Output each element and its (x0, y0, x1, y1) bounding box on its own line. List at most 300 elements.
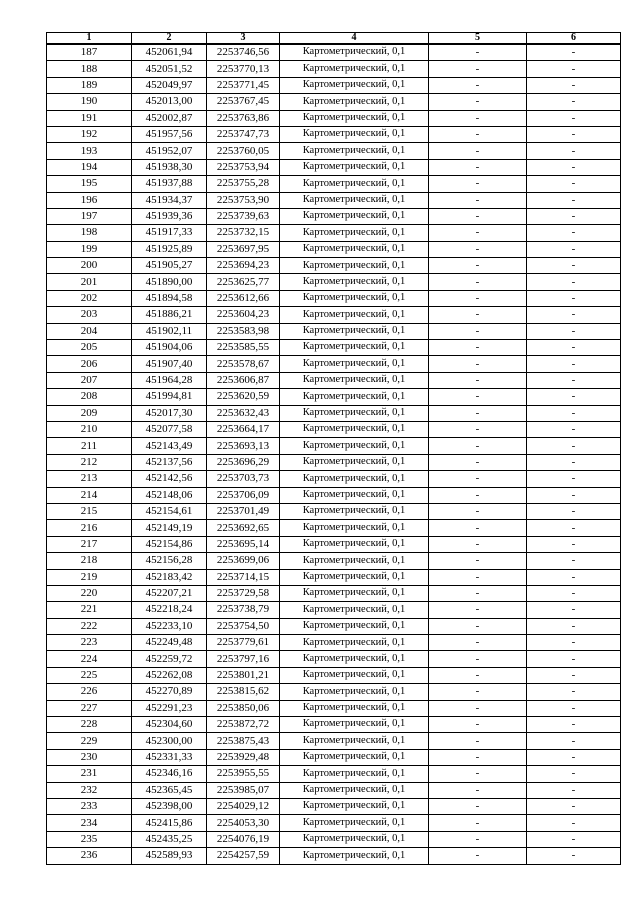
coordinate-y-cell: 2253739,63 (207, 208, 280, 224)
column-6-value-cell: - (527, 717, 621, 733)
method-accuracy-cell: Картометрический, 0,1 (280, 94, 429, 110)
column-5-value-cell: - (429, 454, 527, 470)
point-number-cell: 195 (47, 176, 132, 192)
column-5-value-cell: - (429, 241, 527, 257)
coordinate-y-cell: 2254076,19 (207, 831, 280, 847)
coordinate-y-cell: 2253738,79 (207, 602, 280, 618)
coordinate-y-cell: 2253755,28 (207, 176, 280, 192)
column-6-value-cell: - (527, 438, 621, 454)
column-6-value-cell: - (527, 176, 621, 192)
method-accuracy-cell: Картометрический, 0,1 (280, 782, 429, 798)
column-6-value-cell: - (527, 44, 621, 61)
coordinate-x-cell: 451904,06 (132, 340, 207, 356)
column-5-value-cell: - (429, 225, 527, 241)
table-row (47, 684, 621, 700)
point-number-cell: 191 (47, 110, 132, 126)
coordinate-x-cell: 451938,30 (132, 159, 207, 175)
coordinate-x-cell: 452013,00 (132, 94, 207, 110)
method-accuracy-cell: Картометрический, 0,1 (280, 258, 429, 274)
table-row (47, 421, 621, 437)
column-6-value-cell: - (527, 192, 621, 208)
point-number-cell: 212 (47, 454, 132, 470)
coordinate-x-cell: 452346,16 (132, 766, 207, 782)
column-5-value-cell: - (429, 389, 527, 405)
column-6-value-cell: - (527, 503, 621, 519)
point-number-cell: 234 (47, 815, 132, 831)
table-row (47, 389, 621, 405)
method-accuracy-cell: Картометрический, 0,1 (280, 471, 429, 487)
column-6-value-cell: - (527, 602, 621, 618)
method-accuracy-cell: Картометрический, 0,1 (280, 143, 429, 159)
point-number-cell: 199 (47, 241, 132, 257)
column-header-3: 3 (207, 33, 280, 45)
column-6-value-cell: - (527, 241, 621, 257)
table-row (47, 618, 621, 634)
method-accuracy-cell: Картометрический, 0,1 (280, 700, 429, 716)
coordinate-y-cell: 2253732,15 (207, 225, 280, 241)
method-accuracy-cell: Картометрический, 0,1 (280, 44, 429, 61)
coordinate-y-cell: 2253714,15 (207, 569, 280, 585)
method-accuracy-cell: Картометрический, 0,1 (280, 159, 429, 175)
coordinate-y-cell: 2253606,87 (207, 372, 280, 388)
column-5-value-cell: - (429, 503, 527, 519)
column-5-value-cell: - (429, 651, 527, 667)
table-row (47, 471, 621, 487)
point-number-cell: 214 (47, 487, 132, 503)
method-accuracy-cell: Картометрический, 0,1 (280, 241, 429, 257)
column-5-value-cell: - (429, 667, 527, 683)
table-row (47, 602, 621, 618)
column-5-value-cell: - (429, 815, 527, 831)
method-accuracy-cell: Картометрический, 0,1 (280, 667, 429, 683)
method-accuracy-cell: Картометрический, 0,1 (280, 569, 429, 585)
column-6-value-cell: - (527, 667, 621, 683)
column-5-value-cell: - (429, 585, 527, 601)
point-number-cell: 215 (47, 503, 132, 519)
column-5-value-cell: - (429, 635, 527, 651)
point-number-cell: 211 (47, 438, 132, 454)
column-5-value-cell: - (429, 61, 527, 77)
point-number-cell: 208 (47, 389, 132, 405)
coordinate-x-cell: 451925,89 (132, 241, 207, 257)
table-row (47, 798, 621, 814)
coordinate-x-cell: 452156,28 (132, 553, 207, 569)
point-number-cell: 205 (47, 340, 132, 356)
point-number-cell: 196 (47, 192, 132, 208)
column-5-value-cell: - (429, 487, 527, 503)
table-row (47, 487, 621, 503)
method-accuracy-cell: Картометрический, 0,1 (280, 585, 429, 601)
point-number-cell: 217 (47, 536, 132, 552)
point-number-cell: 203 (47, 307, 132, 323)
column-5-value-cell: - (429, 569, 527, 585)
column-header-4: 4 (280, 33, 429, 45)
method-accuracy-cell: Картометрический, 0,1 (280, 602, 429, 618)
coordinate-x-cell: 451937,88 (132, 176, 207, 192)
method-accuracy-cell: Картометрический, 0,1 (280, 798, 429, 814)
column-5-value-cell: - (429, 700, 527, 716)
method-accuracy-cell: Картометрический, 0,1 (280, 651, 429, 667)
column-6-value-cell: - (527, 290, 621, 306)
column-header-2: 2 (132, 33, 207, 45)
table-row (47, 307, 621, 323)
coordinate-x-cell: 452143,49 (132, 438, 207, 454)
method-accuracy-cell: Картометрический, 0,1 (280, 307, 429, 323)
column-5-value-cell: - (429, 618, 527, 634)
coordinate-x-cell: 452365,45 (132, 782, 207, 798)
column-6-value-cell: - (527, 372, 621, 388)
point-number-cell: 204 (47, 323, 132, 339)
method-accuracy-cell: Картометрический, 0,1 (280, 192, 429, 208)
method-accuracy-cell: Картометрический, 0,1 (280, 405, 429, 421)
column-6-value-cell: - (527, 684, 621, 700)
point-number-cell: 201 (47, 274, 132, 290)
table-row (47, 61, 621, 77)
column-5-value-cell: - (429, 831, 527, 847)
point-number-cell: 197 (47, 208, 132, 224)
column-5-value-cell: - (429, 602, 527, 618)
point-number-cell: 224 (47, 651, 132, 667)
coordinate-x-cell: 452270,89 (132, 684, 207, 700)
table-row (47, 241, 621, 257)
table-row (47, 585, 621, 601)
column-5-value-cell: - (429, 159, 527, 175)
point-number-cell: 223 (47, 635, 132, 651)
point-number-cell: 235 (47, 831, 132, 847)
coordinate-x-cell: 451905,27 (132, 258, 207, 274)
method-accuracy-cell: Картометрический, 0,1 (280, 815, 429, 831)
coordinate-x-cell: 451886,21 (132, 307, 207, 323)
column-6-value-cell: - (527, 553, 621, 569)
coordinate-y-cell: 2253753,90 (207, 192, 280, 208)
column-6-value-cell: - (527, 831, 621, 847)
coordinate-x-cell: 451917,33 (132, 225, 207, 241)
column-header-1: 1 (47, 33, 132, 45)
point-number-cell: 202 (47, 290, 132, 306)
point-number-cell: 218 (47, 553, 132, 569)
column-6-value-cell: - (527, 61, 621, 77)
method-accuracy-cell: Картометрический, 0,1 (280, 356, 429, 372)
coordinates-table (46, 32, 621, 865)
coordinate-y-cell: 2253815,62 (207, 684, 280, 700)
table-row (47, 717, 621, 733)
column-5-value-cell: - (429, 766, 527, 782)
column-6-value-cell: - (527, 356, 621, 372)
table-body (47, 44, 621, 864)
column-5-value-cell: - (429, 536, 527, 552)
column-5-value-cell: - (429, 782, 527, 798)
method-accuracy-cell: Картометрический, 0,1 (280, 61, 429, 77)
point-number-cell: 229 (47, 733, 132, 749)
column-5-value-cell: - (429, 77, 527, 93)
coordinate-y-cell: 2253625,77 (207, 274, 280, 290)
column-6-value-cell: - (527, 274, 621, 290)
method-accuracy-cell: Картометрический, 0,1 (280, 340, 429, 356)
table-row (47, 831, 621, 847)
column-6-value-cell: - (527, 700, 621, 716)
method-accuracy-cell: Картометрический, 0,1 (280, 717, 429, 733)
coordinate-y-cell: 2253763,86 (207, 110, 280, 126)
column-6-value-cell: - (527, 651, 621, 667)
table-row (47, 208, 621, 224)
column-6-value-cell: - (527, 618, 621, 634)
coordinate-y-cell: 2253583,98 (207, 323, 280, 339)
table-row (47, 340, 621, 356)
column-6-value-cell: - (527, 848, 621, 864)
method-accuracy-cell: Картометрический, 0,1 (280, 766, 429, 782)
coordinate-x-cell: 452218,24 (132, 602, 207, 618)
method-accuracy-cell: Картометрический, 0,1 (280, 454, 429, 470)
point-number-cell: 189 (47, 77, 132, 93)
coordinate-x-cell: 452002,87 (132, 110, 207, 126)
point-number-cell: 198 (47, 225, 132, 241)
coordinate-x-cell: 451907,40 (132, 356, 207, 372)
coordinate-x-cell: 451957,56 (132, 126, 207, 142)
table-row (47, 323, 621, 339)
coordinate-y-cell: 2253632,43 (207, 405, 280, 421)
coordinate-y-cell: 2253797,16 (207, 651, 280, 667)
column-5-value-cell: - (429, 356, 527, 372)
column-6-value-cell: - (527, 94, 621, 110)
method-accuracy-cell: Картометрический, 0,1 (280, 536, 429, 552)
method-accuracy-cell: Картометрический, 0,1 (280, 618, 429, 634)
coordinate-y-cell: 2253703,73 (207, 471, 280, 487)
point-number-cell: 231 (47, 766, 132, 782)
table-row (47, 635, 621, 651)
coordinate-y-cell: 2253664,17 (207, 421, 280, 437)
coordinate-x-cell: 452049,97 (132, 77, 207, 93)
column-5-value-cell: - (429, 798, 527, 814)
method-accuracy-cell: Картометрический, 0,1 (280, 225, 429, 241)
table-row (47, 126, 621, 142)
table-row (47, 258, 621, 274)
column-5-value-cell: - (429, 520, 527, 536)
coordinate-y-cell: 2253747,73 (207, 126, 280, 142)
coordinate-y-cell: 2253760,05 (207, 143, 280, 159)
coordinate-y-cell: 2253771,45 (207, 77, 280, 93)
coordinate-y-cell: 2253706,09 (207, 487, 280, 503)
table-header-row (47, 33, 621, 45)
coordinate-y-cell: 2253620,59 (207, 389, 280, 405)
table-row (47, 749, 621, 765)
column-6-value-cell: - (527, 258, 621, 274)
table-row (47, 44, 621, 61)
method-accuracy-cell: Картометрический, 0,1 (280, 848, 429, 864)
column-header-5: 5 (429, 33, 527, 45)
method-accuracy-cell: Картометрический, 0,1 (280, 503, 429, 519)
table-row (47, 782, 621, 798)
coordinate-y-cell: 2253693,13 (207, 438, 280, 454)
coordinate-y-cell: 2253729,58 (207, 585, 280, 601)
coordinate-y-cell: 2254053,30 (207, 815, 280, 831)
point-number-cell: 210 (47, 421, 132, 437)
coordinate-y-cell: 2253850,06 (207, 700, 280, 716)
column-5-value-cell: - (429, 110, 527, 126)
coordinate-y-cell: 2253767,45 (207, 94, 280, 110)
point-number-cell: 216 (47, 520, 132, 536)
table-row (47, 733, 621, 749)
column-6-value-cell: - (527, 307, 621, 323)
coordinate-y-cell: 2253872,72 (207, 717, 280, 733)
method-accuracy-cell: Картометрический, 0,1 (280, 733, 429, 749)
point-number-cell: 213 (47, 471, 132, 487)
column-6-value-cell: - (527, 749, 621, 765)
table-row (47, 848, 621, 864)
coordinate-x-cell: 452435,25 (132, 831, 207, 847)
coordinate-y-cell: 2253875,43 (207, 733, 280, 749)
column-5-value-cell: - (429, 274, 527, 290)
coordinate-y-cell: 2253585,55 (207, 340, 280, 356)
column-5-value-cell: - (429, 733, 527, 749)
column-6-value-cell: - (527, 405, 621, 421)
column-5-value-cell: - (429, 848, 527, 864)
method-accuracy-cell: Картометрический, 0,1 (280, 372, 429, 388)
point-number-cell: 192 (47, 126, 132, 142)
coordinate-x-cell: 452304,60 (132, 717, 207, 733)
method-accuracy-cell: Картометрический, 0,1 (280, 389, 429, 405)
point-number-cell: 193 (47, 143, 132, 159)
coordinate-x-cell: 452233,10 (132, 618, 207, 634)
method-accuracy-cell: Картометрический, 0,1 (280, 110, 429, 126)
point-number-cell: 233 (47, 798, 132, 814)
column-6-value-cell: - (527, 815, 621, 831)
coordinate-x-cell: 452331,33 (132, 749, 207, 765)
method-accuracy-cell: Картометрический, 0,1 (280, 487, 429, 503)
coordinate-x-cell: 452249,48 (132, 635, 207, 651)
coordinate-x-cell: 452262,08 (132, 667, 207, 683)
table-row (47, 110, 621, 126)
point-number-cell: 190 (47, 94, 132, 110)
method-accuracy-cell: Картометрический, 0,1 (280, 274, 429, 290)
table-row (47, 503, 621, 519)
table-row (47, 536, 621, 552)
column-header-6: 6 (527, 33, 621, 45)
coordinate-x-cell: 452398,00 (132, 798, 207, 814)
coordinate-x-cell: 451902,11 (132, 323, 207, 339)
table-row (47, 651, 621, 667)
table-row (47, 356, 621, 372)
column-5-value-cell: - (429, 307, 527, 323)
coordinate-x-cell: 452207,21 (132, 585, 207, 601)
coordinate-x-cell: 452061,94 (132, 44, 207, 61)
point-number-cell: 187 (47, 44, 132, 61)
table-row (47, 405, 621, 421)
column-6-value-cell: - (527, 143, 621, 159)
point-number-cell: 194 (47, 159, 132, 175)
table-row (47, 372, 621, 388)
table-row (47, 290, 621, 306)
column-6-value-cell: - (527, 110, 621, 126)
column-6-value-cell: - (527, 569, 621, 585)
column-5-value-cell: - (429, 208, 527, 224)
column-6-value-cell: - (527, 421, 621, 437)
coordinate-x-cell: 452154,86 (132, 536, 207, 552)
coordinate-x-cell: 452154,61 (132, 503, 207, 519)
coordinate-x-cell: 452291,23 (132, 700, 207, 716)
column-5-value-cell: - (429, 44, 527, 61)
column-6-value-cell: - (527, 323, 621, 339)
column-5-value-cell: - (429, 471, 527, 487)
column-5-value-cell: - (429, 323, 527, 339)
column-5-value-cell: - (429, 192, 527, 208)
column-5-value-cell: - (429, 553, 527, 569)
coordinate-y-cell: 2253779,61 (207, 635, 280, 651)
coordinate-y-cell: 2253612,66 (207, 290, 280, 306)
coordinate-x-cell: 452137,56 (132, 454, 207, 470)
table-row (47, 815, 621, 831)
coordinate-y-cell: 2253801,21 (207, 667, 280, 683)
coordinate-y-cell: 2253699,06 (207, 553, 280, 569)
point-number-cell: 226 (47, 684, 132, 700)
method-accuracy-cell: Картометрический, 0,1 (280, 77, 429, 93)
method-accuracy-cell: Картометрический, 0,1 (280, 290, 429, 306)
column-5-value-cell: - (429, 749, 527, 765)
column-5-value-cell: - (429, 340, 527, 356)
column-6-value-cell: - (527, 536, 621, 552)
coordinate-y-cell: 2253985,07 (207, 782, 280, 798)
method-accuracy-cell: Картометрический, 0,1 (280, 208, 429, 224)
column-6-value-cell: - (527, 454, 621, 470)
coordinate-x-cell: 452148,06 (132, 487, 207, 503)
column-5-value-cell: - (429, 143, 527, 159)
coordinate-y-cell: 2253753,94 (207, 159, 280, 175)
coordinate-y-cell: 2253746,56 (207, 44, 280, 61)
column-5-value-cell: - (429, 717, 527, 733)
method-accuracy-cell: Картометрический, 0,1 (280, 553, 429, 569)
coordinate-x-cell: 451894,58 (132, 290, 207, 306)
table-row (47, 700, 621, 716)
column-5-value-cell: - (429, 438, 527, 454)
column-6-value-cell: - (527, 225, 621, 241)
coordinate-y-cell: 2253695,14 (207, 536, 280, 552)
column-6-value-cell: - (527, 520, 621, 536)
table-row (47, 94, 621, 110)
table-row (47, 438, 621, 454)
table-row (47, 225, 621, 241)
coordinate-x-cell: 452017,30 (132, 405, 207, 421)
column-6-value-cell: - (527, 798, 621, 814)
point-number-cell: 206 (47, 356, 132, 372)
table-row (47, 520, 621, 536)
point-number-cell: 222 (47, 618, 132, 634)
coordinate-x-cell: 451994,81 (132, 389, 207, 405)
point-number-cell: 188 (47, 61, 132, 77)
method-accuracy-cell: Картометрический, 0,1 (280, 323, 429, 339)
table-row (47, 274, 621, 290)
coordinate-y-cell: 2253955,55 (207, 766, 280, 782)
column-6-value-cell: - (527, 585, 621, 601)
coordinate-y-cell: 2253694,23 (207, 258, 280, 274)
coordinate-x-cell: 452077,58 (132, 421, 207, 437)
table-row (47, 159, 621, 175)
column-6-value-cell: - (527, 389, 621, 405)
method-accuracy-cell: Картометрический, 0,1 (280, 749, 429, 765)
method-accuracy-cell: Картометрический, 0,1 (280, 831, 429, 847)
coordinate-y-cell: 2253701,49 (207, 503, 280, 519)
coordinate-x-cell: 452259,72 (132, 651, 207, 667)
point-number-cell: 200 (47, 258, 132, 274)
coordinate-x-cell: 451964,28 (132, 372, 207, 388)
coordinate-y-cell: 2253692,65 (207, 520, 280, 536)
coordinate-y-cell: 2253754,50 (207, 618, 280, 634)
table-row (47, 143, 621, 159)
method-accuracy-cell: Картометрический, 0,1 (280, 126, 429, 142)
coordinate-y-cell: 2253697,95 (207, 241, 280, 257)
point-number-cell: 236 (47, 848, 132, 864)
column-6-value-cell: - (527, 733, 621, 749)
column-5-value-cell: - (429, 176, 527, 192)
coordinate-x-cell: 451890,00 (132, 274, 207, 290)
